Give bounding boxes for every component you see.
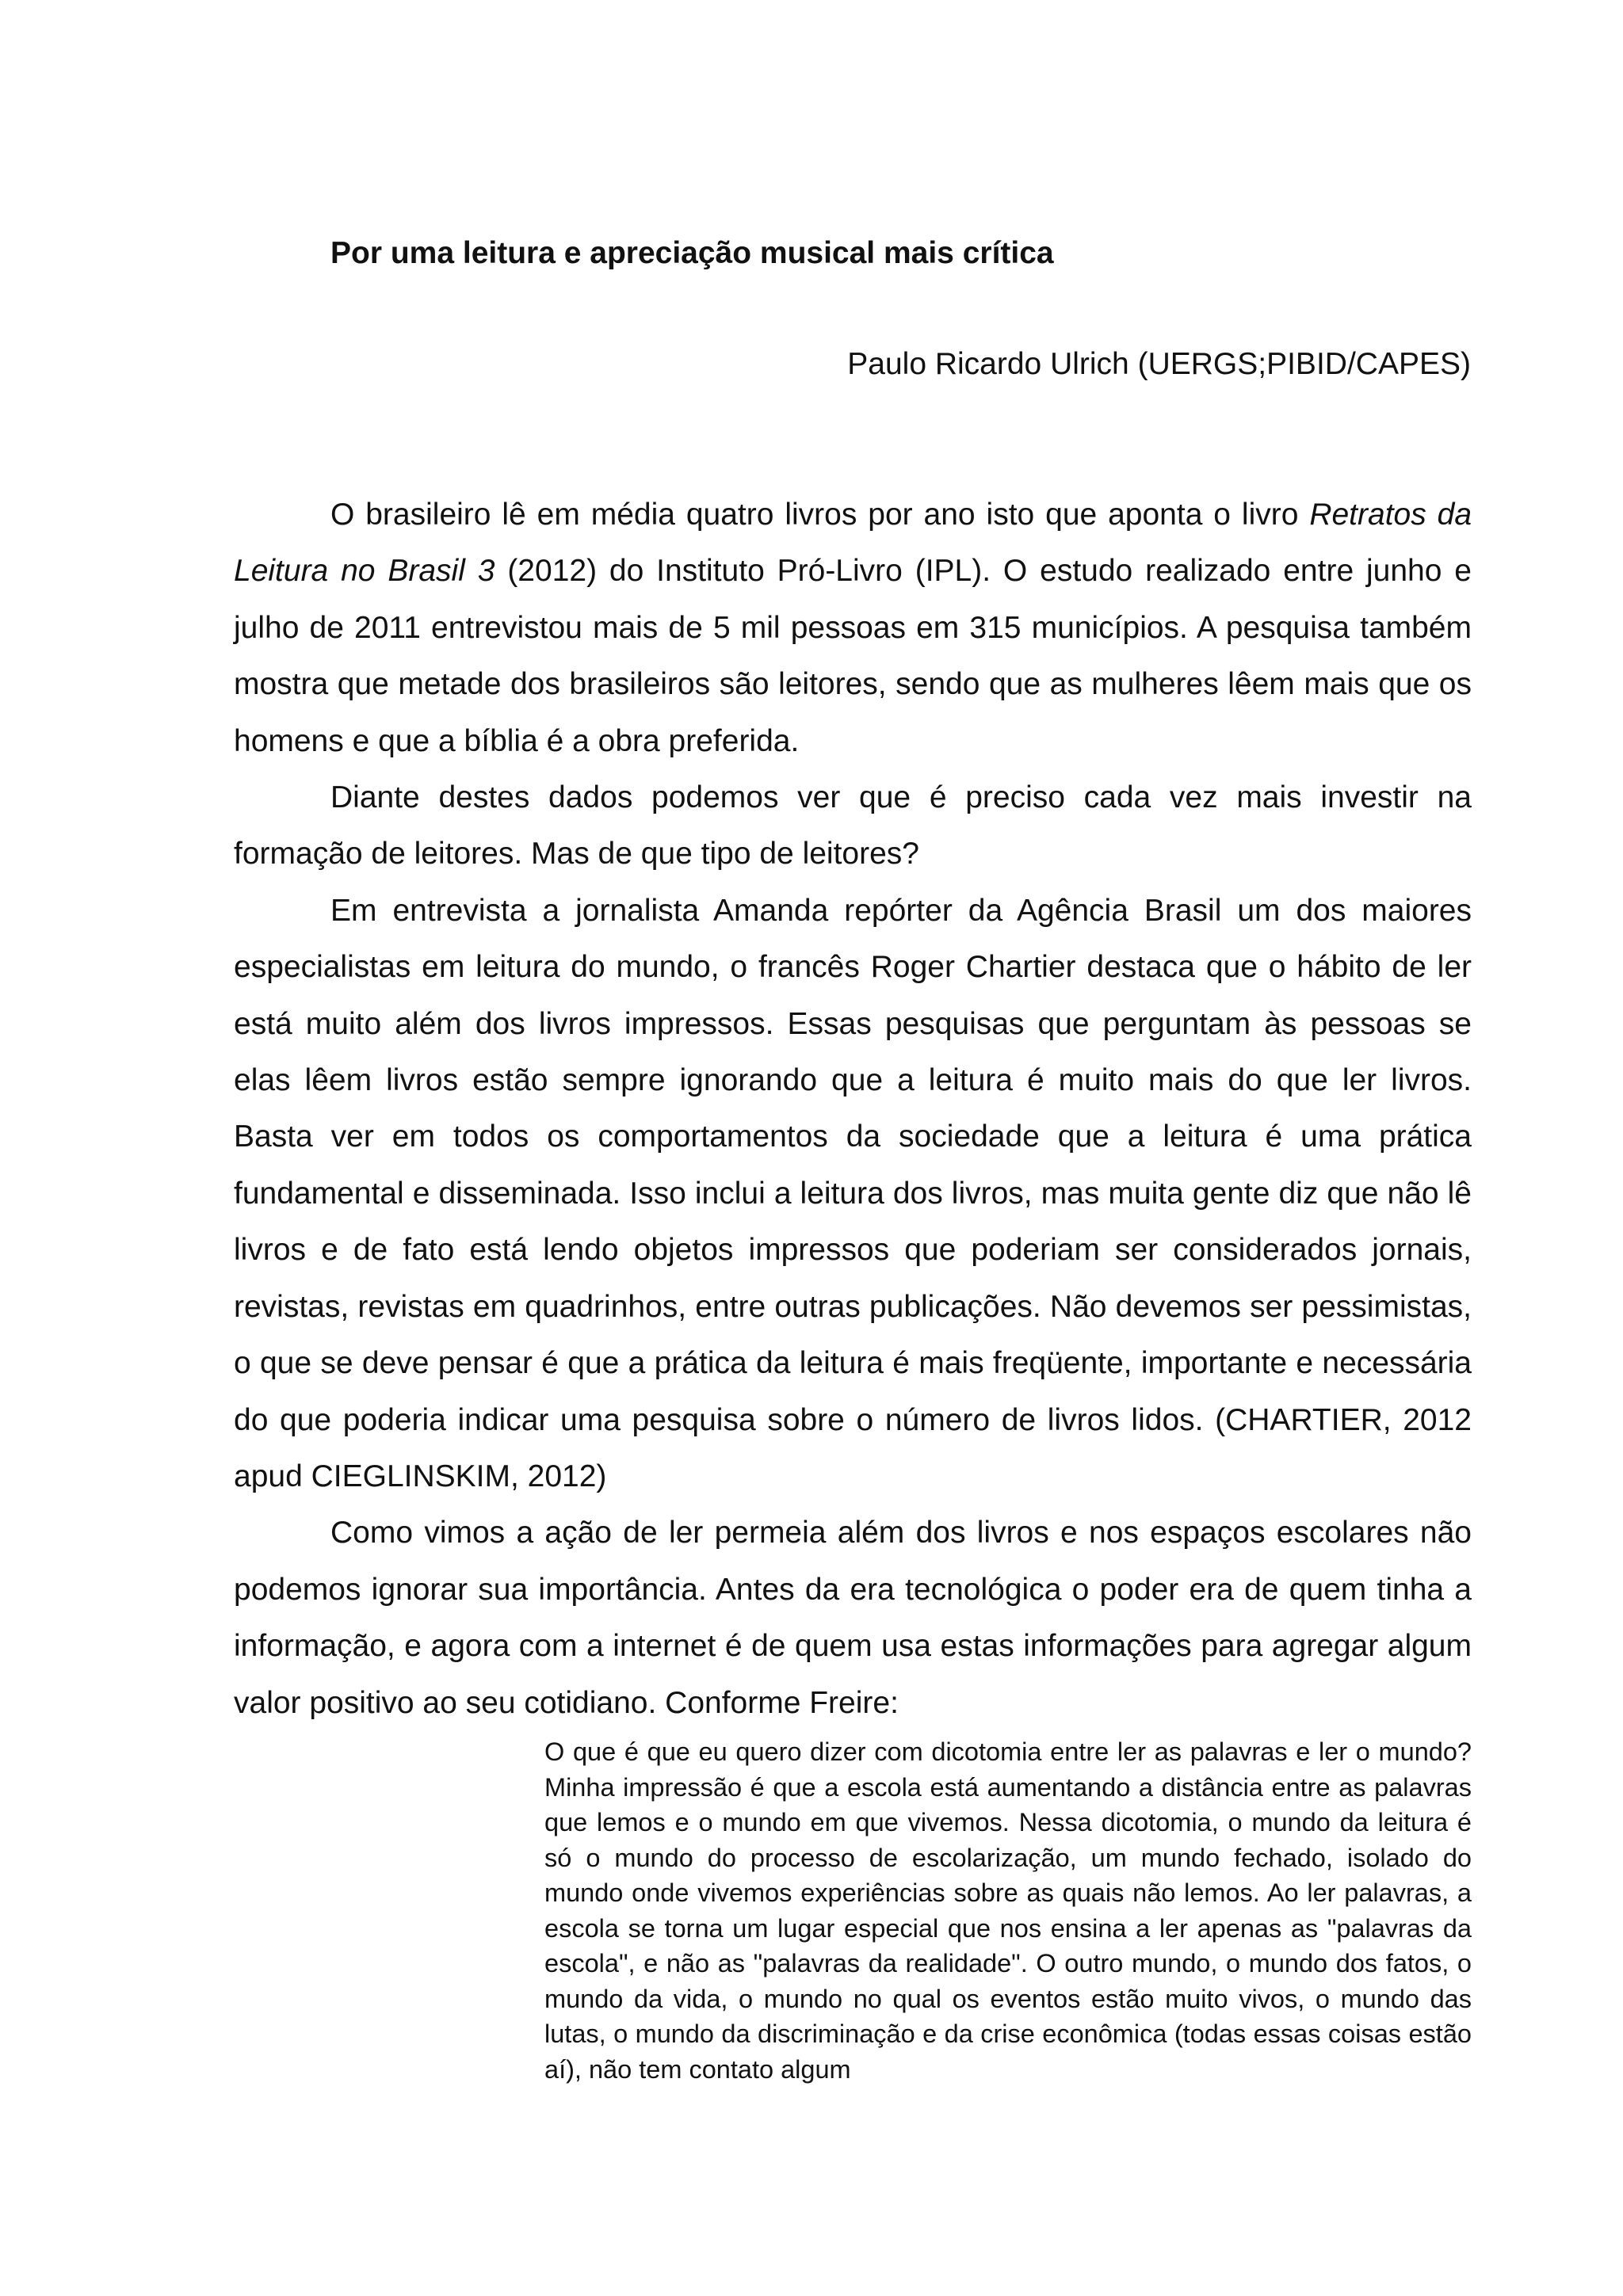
document-title: Por uma leitura e apreciação musical mais crítica [330,236,1054,270]
paragraph-1-text-a: O brasileiro lê em média quatro livros por ano isto que aponta o livro [330,498,1310,532]
paragraph-1-text-b: (2012) do Instituto Pró-Livro (IPL). O estudo realizado entre junho e julho de 2011 entrevistou mais de 5 mil pessoas em 315 municípios. A pesquisa também mostra que metade dos brasileiros são leitores, sendo que as mulheres lêem mais que os homens e que a bíblia é a obra preferida. [234,554,1472,758]
author-line: Paulo Ricardo Ulrich (UERGS;PIBID/CAPES) [847,347,1471,381]
paragraph-1 [234,486,1472,769]
paragraph-2: Diante destes dados podemos ver que é preciso cada vez mais investir na formação de leitores. Mas de que tipo de leitores? [234,780,1472,871]
paragraph-4: Como vimos a ação de ler permeia além dos livros e nos espaços escolares não podemos ignorar sua importância. Antes da era tecnológica o poder era de quem tinha a informação, e agora com a internet é de quem usa estas informações para agregar algum valor positivo ao seu cotidiano. Conforme Freire: [234,1516,1472,1720]
document-body [234,486,1472,1731]
paragraph-3: Em entrevista a jornalista Amanda repórter da Agência Brasil um dos maiores especialistas em leitura do mundo, o francês Roger Chartier destaca que o hábito de ler está muito além dos livros impressos. Essas pesquisas que perguntam às pessoas se elas lêem livros estão sempre ignorando que a leitura é muito mais do que ler livros. Basta ver em todos os comportamentos da sociedade que a leitura é uma prática fundamental e disseminada. Isso inclui a leitura dos livros, mas muita gente diz que não lê livros e de fato está lendo objetos impressos que poderiam ser considerados jornais, revistas, revistas em quadrinhos, entre outras publicações. Não devemos ser pessimistas, o que se deve pensar é que a prática da leitura é mais freqüente, importante e necessária do que poderia indicar uma pesquisa sobre o número de livros lidos. (CHARTIER, 2012 apud CIEGLINSKIM, 2012) [234,893,1472,1493]
block-quote: O que é que eu quero dizer com dicotomia entre ler as palavras e ler o mundo? Minha impressão é que a escola está aumentando a distância entre as palavras que lemos e o mundo em que vivemos. Nessa dicotomia, o mundo da leitura é só o mundo do processo de escolarização, um mundo fechado, isolado do mundo onde vivemos experiências sobre as quais não lemos. Ao ler palavras, a escola se torna um lugar especial que nos ensina a ler apenas as "palavras da escola", e não as "palavras da realidade". O outro mundo, o mundo dos fatos, o mundo da vida, o mundo no qual os eventos estão muito vivos, o mundo das lutas, o mundo da discriminação e da crise econômica (todas essas coisas estão aí), não tem contato algum [544,1737,1472,2084]
book-title-italic: Retratos da Leitura no Brasil 3 [234,498,1472,589]
